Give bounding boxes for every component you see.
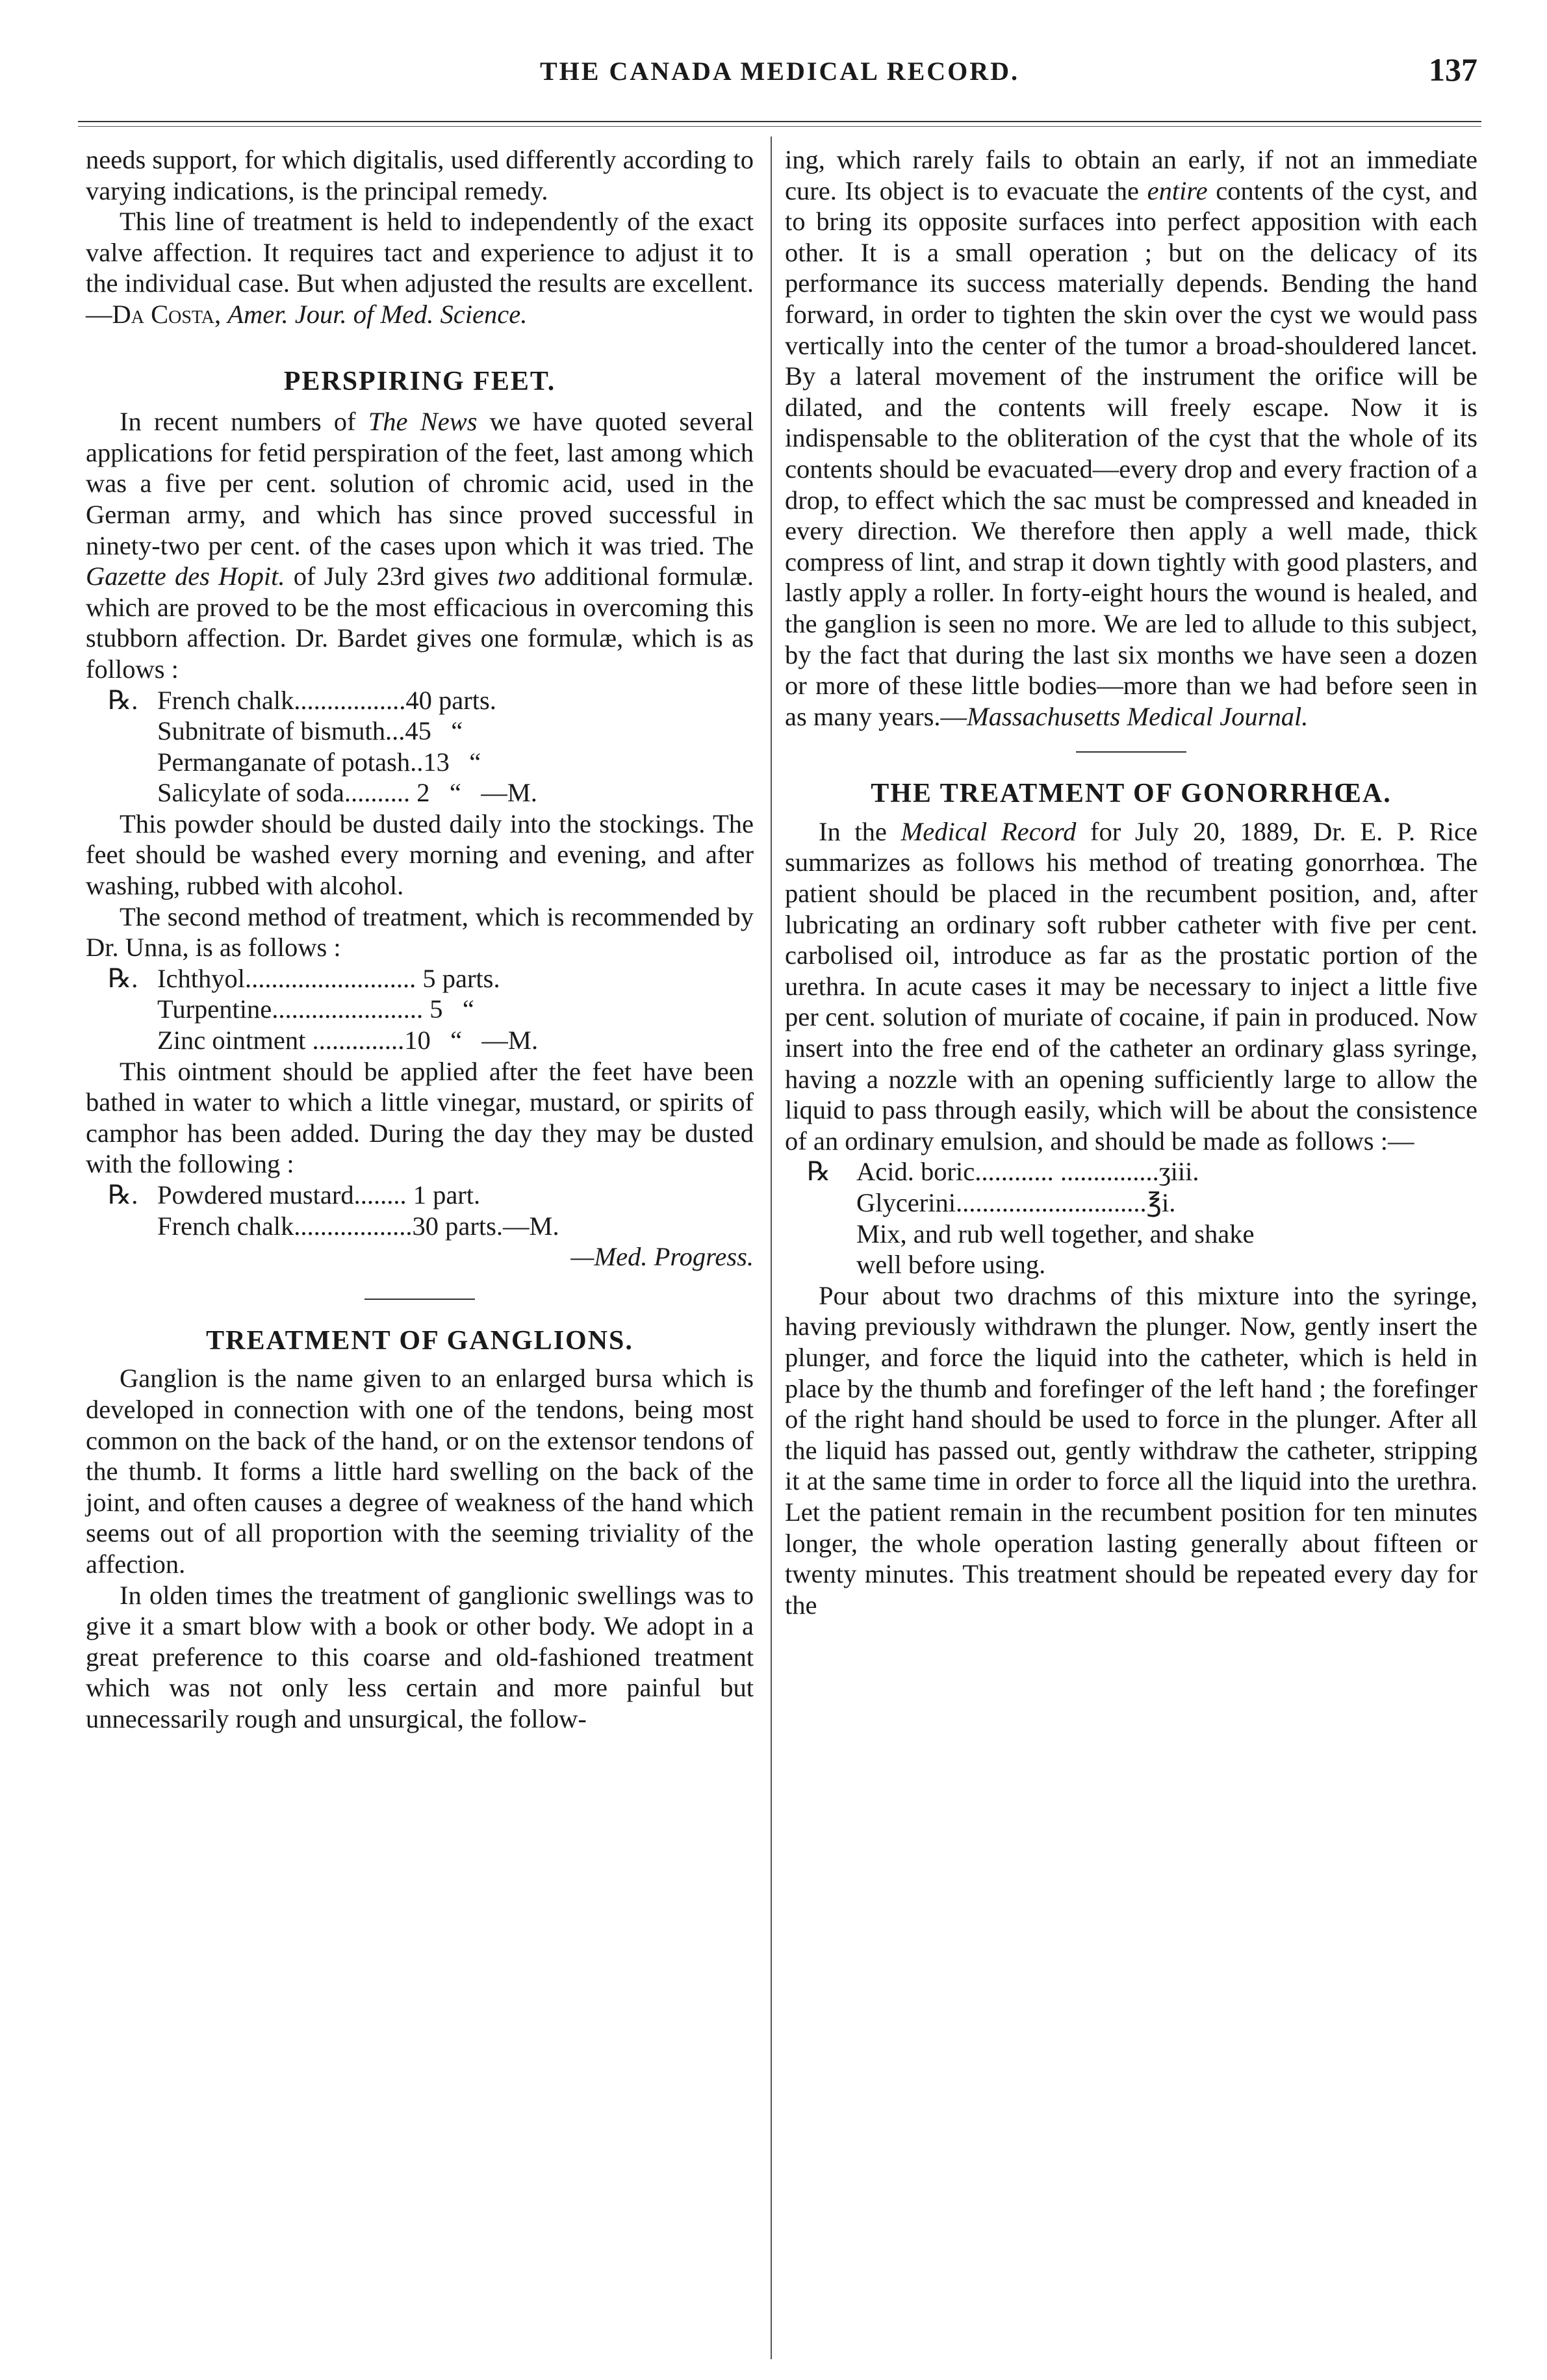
p1-two: two [497, 562, 536, 591]
perspiring-source-text: —Med. Progress. [570, 1242, 754, 1272]
left-column [86, 144, 754, 1735]
rx-text: Permanganate of potash..13 “ [157, 747, 481, 777]
prescription-line [86, 994, 754, 1025]
page-number: 137 [1429, 51, 1477, 88]
gonorrhoea-paragraph-2: Pour about two drachms of this mixture into the syringe, having previously withdrawn the plunger. Now, gently insert the plunger, and force the liquid into the catheter, which is held in place by the thumb and forefinger of the left hand ; the forefinger of the right hand should be used to force in the plunger. After all the liquid has passed out, gently withdraw the catheter, stripping it at the same time in order to force all the liquid into the urethra. Let the patient remain in the recumbent position for ten minutes longer, the whole operation lasting generally about fifteen or twenty minutes. This treatment should be repeated every day for the [785, 1280, 1477, 1620]
rx-symbol: ℞. [108, 1180, 138, 1209]
prescription-line [86, 747, 754, 778]
ganglions-paragraph-1: Ganglion is the name given to an enlarged bursa which is developed in connection with one of the tendons, being most common on the back of the hand, or on the extensor tendons of the thumb. It forms a little hard swelling on the back of the joint, and often causes a degree of weakness of the hand which seems out of all proportion with the seeming triviality of the affection. [86, 1364, 754, 1579]
prescription-line [86, 1180, 754, 1211]
rx-text: Salicylate of soda.......... 2 “ —M. [157, 778, 537, 808]
g1-record: Medical Record [901, 816, 1077, 846]
header-rule-thin [78, 126, 1481, 127]
journal-title: THE CANADA MEDICAL RECORD. [539, 57, 1020, 86]
prescription-line [86, 1211, 754, 1242]
prescription-4 [785, 1156, 1477, 1280]
perspiring-paragraph-4: This ointment should be applied after the feet have been bathed in water to which a little vinegar, mustard, or spirits of camphor has been added. During the day they may be dusted with the following : [86, 1056, 754, 1179]
prescription-line [785, 1219, 1477, 1250]
prescription-line [86, 963, 754, 994]
prescription-line [86, 1025, 754, 1056]
prescription-1 [86, 685, 754, 808]
prescription-2 [86, 963, 754, 1056]
rx-text: Acid. boric............ ...............ʒiii. [856, 1157, 1199, 1187]
p1-text-c: of July 23rd gives [285, 562, 498, 591]
column-divider [771, 136, 772, 2359]
intro2-source: Amer. Jour. of Med. Science. [227, 299, 528, 329]
prescription-line [86, 716, 754, 747]
p1-text-d: additional formulæ. which are proved to be the most efficacious in overcoming this stubborn affection. Dr. Bardet gives one formulæ, which is as follows : [86, 562, 754, 684]
g1-text-b: for July 20, 1889, Dr. E. P. Rice summarizes as follows his method of treating gonorrhœa. The patient should be placed in the recumbent position, and, after lubricating an ordinary soft rubber catheter with five per cent. carbolised oil, introduce as far as the prostatic portion of the urethra. In acute cases it may be necessary to inject a little five per cent. solution of muriate of cocaine, if pain in produced. Now insert into the free end of the catheter an ordinary glass syringe, having a nozzle with an opening sufficiently large to allow the liquid to pass through easily, which will be about the consistence of an ordinary emulsion, and should be made as follows :— [785, 816, 1477, 1156]
intro2-author: Da Costa, [112, 299, 222, 329]
rx-text: French chalk..................30 parts.—M. [157, 1211, 559, 1241]
perspiring-source [86, 1241, 754, 1273]
prescription-line [785, 1156, 1477, 1187]
rx-text: Turpentine....................... 5 “ [157, 994, 474, 1024]
prescription-line [785, 1249, 1477, 1280]
p1-gazette: Gazette des Hopit. [86, 562, 285, 591]
page-header [78, 51, 1481, 103]
rx-text: Glycerini.............................℥i. [856, 1188, 1176, 1217]
intro-paragraph: needs support, for which digitalis, used differently according to varying indications, is the principal remedy. [86, 145, 754, 205]
intro2-text: This line of treatment is held to independently of the exact valve affection. It requires tact and experience to adjust it to the individual case. But when adjusted the results are excellent.— [86, 207, 754, 329]
perspiring-paragraph-1 [86, 406, 754, 684]
rx-text: well before using. [856, 1250, 1046, 1280]
right-column [785, 144, 1477, 1620]
g1-text-a: In the [819, 816, 901, 846]
perspiring-feet-heading: PERSPIRING FEET. [283, 366, 556, 396]
p1-text-a: In recent numbers of [120, 407, 368, 437]
intro-paragraph-2 [86, 206, 754, 330]
ganglions-heading: TREATMENT OF GANGLIONS. [206, 1325, 633, 1356]
p1-news: The News [368, 407, 478, 437]
p1-text-b: we have quoted several applications for fetid perspiration of the feet, last among which was a five per cent. solution of chromic acid, used in the German army, and which has since proved successful in ninety-two per cent. of the cases upon which it was tried. The [86, 407, 754, 560]
prescription-3 [86, 1180, 754, 1241]
cont-text-a: ing, which rarely fails to obtain an early, if not an immediate cure. Its object is to evacuate the [785, 145, 1477, 205]
rx-text: Mix, and rub well together, and shake [856, 1219, 1255, 1248]
gonorrhoea-paragraph-1 [785, 816, 1477, 1157]
prescription-line [86, 685, 754, 716]
cont-text-b: contents of the cyst, and to bring its opposite surfaces into perfect apposition with each other. It is a small operation ; but on the delicacy of its performance its success materially depends. Bending the hand forward, in order to tighten the skin over the cyst we would pass vertically into the center of the tumor a broad-shouldered lancet. By a lateral movement of the instrument the orifice will be dilated, and the contents will freely escape. Now it is indispensable to the obliteration of the cyst that the whole of its contents should be evacuated—every drop and every fraction of a drop, to effect which the sac must be compressed and kneaded in every direction. We therefore then apply a well made, thick compress of lint, and strap it down tightly with good plasters, and lastly apply a roller. In forty-eight hours the wound is healed, and the ganglion is seen no more. We are led to allude to this subject, by the fact that during the last six months we have seen a dozen or more of these little bodies—more than we had before seen in as many years.— [785, 175, 1477, 731]
rx-symbol: ℞. [108, 963, 138, 993]
rx-text: Subnitrate of bismuth...45 “ [157, 716, 463, 746]
rx-text: Zinc ointment ..............10 “ —M. [157, 1026, 539, 1055]
perspiring-paragraph-2: This powder should be dusted daily into the stockings. The feet should be washed every morning and evening, and after washing, rubbed with alcohol. [86, 808, 754, 901]
header-rule [78, 121, 1481, 122]
perspiring-paragraph-3: The second method of treatment, which is recommended by Dr. Unna, is as follows : [86, 901, 754, 963]
rx-symbol: ℞ [807, 1157, 831, 1187]
cont-entire: entire [1147, 175, 1208, 205]
prescription-line [86, 777, 754, 808]
gonorrhoea-heading: THE TREATMENT OF GONORRHŒA. [871, 779, 1392, 809]
rx-text: French chalk.................40 parts. [157, 685, 496, 715]
cont-source: Massachusetts Medical Journal. [967, 701, 1309, 731]
ganglions-continued [785, 144, 1477, 732]
ganglions-paragraph-2: In olden times the treatment of ganglionic swellings was to give it a smart blow with a book or other body. We adopt in a great preference to this coarse and old-fashioned treatment which was not only less certain and more painful but unnecessarily rough and unsurgical, the follow- [86, 1580, 754, 1733]
rx-text: Ichthyol.......................... 5 parts. [157, 963, 500, 993]
rx-text: Powdered mustard........ 1 part. [157, 1180, 481, 1209]
prescription-line [785, 1187, 1477, 1219]
rx-symbol: ℞. [108, 685, 138, 715]
